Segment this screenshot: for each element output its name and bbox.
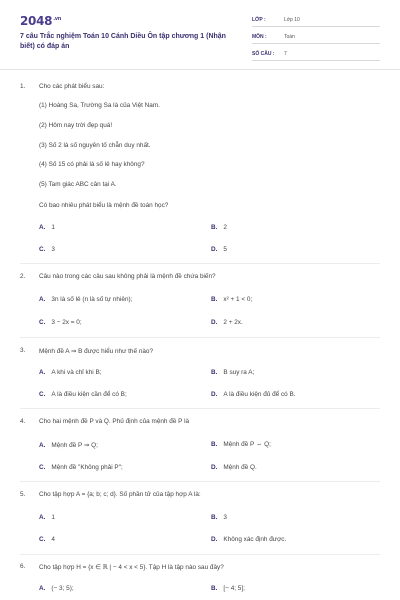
option-letter: C. <box>39 536 46 543</box>
question-stem: Câu nào trong các câu sau không phải là mệnh đề chứa biến? <box>39 273 216 280</box>
meta-row-subject <box>252 31 380 44</box>
option-a[interactable] <box>39 224 55 231</box>
question-stem: Cho các phát biểu sau: <box>39 83 105 90</box>
question-prompt: Có bao nhiêu phát biểu là mệnh đề toán học? <box>39 202 169 209</box>
option-letter: B. <box>211 585 218 592</box>
option-text: Mệnh đề P ⇔ Q; <box>223 441 271 448</box>
option-b[interactable] <box>211 514 227 521</box>
logo-suffix: .vn <box>53 16 62 22</box>
meta-value: 7 <box>284 51 287 57</box>
question-stem: Mệnh đề A ⇒ B được hiểu như thế nào? <box>39 348 154 355</box>
option-d[interactable] <box>211 319 243 326</box>
option-letter: C. <box>39 391 46 398</box>
option-text: A khi và chỉ khi B; <box>51 369 102 376</box>
option-text: 3 <box>223 514 227 521</box>
option-text: 1 <box>51 224 55 231</box>
option-text: A là điều kiện cần để có B; <box>51 391 127 398</box>
option-text: x² + 1 < 0; <box>223 296 253 303</box>
question-stem: Cho hai mệnh đề P và Q. Phủ định của mệnh đề P là <box>39 418 190 425</box>
option-letter: A. <box>39 442 46 449</box>
statement: (3) Số 2 là số nguyên tố chẵn duy nhất. <box>39 142 151 149</box>
question-number: 3. <box>20 347 26 354</box>
option-text: 1 <box>51 514 55 521</box>
option-b[interactable] <box>211 296 252 303</box>
option-c[interactable] <box>39 246 55 253</box>
option-b[interactable] <box>211 224 227 231</box>
option-letter: B. <box>211 441 218 448</box>
question-separator <box>20 481 380 482</box>
option-letter: A. <box>39 369 46 376</box>
meta-label: SỐ CÂU : <box>252 51 275 57</box>
option-a[interactable] <box>39 585 74 592</box>
statement: (1) Hoàng Sa, Trường Sa là của Việt Nam. <box>39 102 160 109</box>
question-separator <box>20 554 380 555</box>
statement: (2) Hôm nay trời đẹp quá! <box>39 122 113 129</box>
option-letter: D. <box>211 319 218 326</box>
option-letter: B. <box>211 369 218 376</box>
option-b[interactable] <box>211 585 245 592</box>
option-text: 3n là số lẻ (n là số tự nhiên); <box>51 296 133 303</box>
meta-label: LỚP : <box>252 17 266 23</box>
option-b[interactable] <box>211 369 254 376</box>
page-title: 7 câu Trắc nghiệm Toán 10 Cánh Diều Ôn tập chương 1 (Nhận biết) có đáp án <box>20 33 226 50</box>
option-d[interactable] <box>211 464 257 471</box>
site-logo[interactable] <box>20 14 61 28</box>
question-separator <box>20 408 380 409</box>
option-letter: D. <box>211 391 218 398</box>
option-c[interactable] <box>39 536 55 543</box>
option-a[interactable] <box>39 441 98 449</box>
meta-value: Toán <box>284 34 295 40</box>
option-letter: B. <box>211 296 218 303</box>
page-header <box>0 0 400 68</box>
option-a[interactable] <box>39 369 102 376</box>
question-stem: Cho tập hợp A = {a; b; c; d}. Số phần tử của tập hợp A là: <box>39 491 201 498</box>
header-divider <box>0 69 400 70</box>
option-letter: C. <box>39 319 46 326</box>
question-separator <box>20 263 380 264</box>
option-c[interactable] <box>39 391 127 398</box>
option-text: Mệnh đề P ⇒ Q; <box>51 442 98 449</box>
option-d[interactable] <box>211 246 227 253</box>
question-separator <box>20 337 380 338</box>
option-letter: B. <box>211 514 218 521</box>
option-text: 3 <box>51 246 55 253</box>
question-number: 6. <box>20 563 26 570</box>
meta-label: MÔN : <box>252 34 267 40</box>
option-letter: D. <box>211 246 218 253</box>
option-d[interactable] <box>211 391 296 398</box>
question-number: 4. <box>20 418 26 425</box>
meta-value: Lớp 10 <box>284 17 300 23</box>
question-number: 2. <box>20 273 26 280</box>
option-letter: C. <box>39 464 46 471</box>
option-text: (− 3; 5); <box>51 585 74 592</box>
option-text: Mệnh đề "Không phải P"; <box>51 464 123 471</box>
option-text: 5 <box>223 246 227 253</box>
option-text: 2 <box>223 224 227 231</box>
option-a[interactable] <box>39 296 132 303</box>
option-letter: A. <box>39 296 46 303</box>
option-text: A là điều kiện đủ để có B. <box>223 391 296 398</box>
option-letter: A. <box>39 224 46 231</box>
question-number: 5. <box>20 491 26 498</box>
option-letter: A. <box>39 585 46 592</box>
option-text: 3 − 2x = 0; <box>51 319 82 326</box>
option-text: 2 + 2x. <box>223 319 243 326</box>
question-stem: Cho tập hợp H = {x ∈ ℝ | − 4 < x < 5}. Tập H là tập nào sau đây? <box>39 564 224 571</box>
statement: (5) Tam giác ABC cân tại A. <box>39 181 117 188</box>
statement: (4) Số 15 có phải là số lẻ hay không? <box>39 161 145 168</box>
option-letter: B. <box>211 224 218 231</box>
option-text: 4 <box>51 536 55 543</box>
option-letter: A. <box>39 514 46 521</box>
option-letter: D. <box>211 536 218 543</box>
meta-row-class <box>252 14 380 27</box>
option-b[interactable] <box>211 441 271 448</box>
option-c[interactable] <box>39 464 123 471</box>
logo-text: 2048 <box>20 14 53 28</box>
meta-panel <box>252 14 380 65</box>
option-d[interactable] <box>211 536 286 543</box>
option-text: B suy ra A; <box>223 369 255 376</box>
option-text: [− 4; 5]; <box>223 585 245 592</box>
meta-row-count <box>252 48 380 61</box>
option-letter: D. <box>211 464 218 471</box>
option-letter: C. <box>39 246 46 253</box>
question-number: 1. <box>20 83 26 90</box>
option-c[interactable] <box>39 319 82 326</box>
option-a[interactable] <box>39 514 55 521</box>
option-text: Mệnh đề Q. <box>223 464 257 471</box>
option-text: Không xác định được. <box>223 536 287 543</box>
